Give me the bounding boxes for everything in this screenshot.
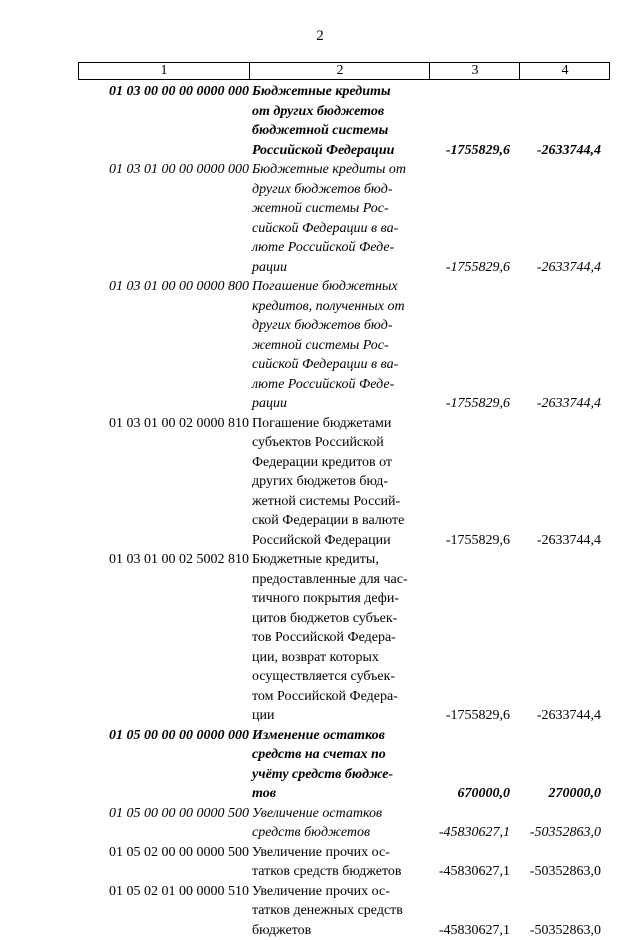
- description-line: осуществляется субъек-: [252, 667, 430, 687]
- description-line: том Российской Федера-: [252, 687, 430, 707]
- budget-code: 01 05 00 00 00 0000 500: [79, 804, 249, 824]
- amount-column-3: -1755829,6: [410, 258, 510, 278]
- description-line: Увеличение остатков: [252, 804, 430, 824]
- description-line: предоставленные для час-: [252, 570, 430, 590]
- row-description: [252, 550, 430, 726]
- row-description: [252, 882, 430, 940]
- description-line: других бюджетов бюд-: [252, 180, 430, 200]
- amount-column-3: -45830627,1: [410, 823, 510, 843]
- table-row: [0, 277, 640, 414]
- description-line: Увеличение прочих ос-: [252, 843, 430, 863]
- description-line: люте Российской Феде-: [252, 375, 430, 395]
- column-header-4: 4: [519, 63, 610, 79]
- description-line: ции: [252, 706, 430, 726]
- amount-column-4: -2633744,4: [500, 706, 601, 726]
- description-line: от других бюджетов: [252, 102, 430, 122]
- description-line: тичного покрытия дефи-: [252, 589, 430, 609]
- description-line: люте Российской Феде-: [252, 238, 430, 258]
- row-description: [252, 804, 430, 843]
- amount-column-3: -1755829,6: [410, 394, 510, 414]
- description-line: других бюджетов бюд-: [252, 316, 430, 336]
- description-line: ции, возврат которых: [252, 648, 430, 668]
- description-line: жетной системы Россий-: [252, 492, 430, 512]
- table-row: [0, 804, 640, 843]
- description-line: бюджетов: [252, 921, 430, 940]
- description-line: сийской Федерации в ва-: [252, 219, 430, 239]
- table-header: [78, 62, 610, 80]
- description-line: других бюджетов бюд-: [252, 472, 430, 492]
- description-line: Изменение остатков: [252, 726, 430, 746]
- budget-code: 01 05 02 00 00 0000 500: [79, 843, 249, 863]
- amount-column-3: -1755829,6: [410, 141, 510, 161]
- table-row: [0, 726, 640, 804]
- description-line: татков средств бюджетов: [252, 862, 430, 882]
- column-header-2: 2: [249, 63, 430, 79]
- description-line: рации: [252, 258, 430, 278]
- amount-column-3: 670000,0: [410, 784, 510, 804]
- description-line: Бюджетные кредиты от: [252, 160, 430, 180]
- table-row: [0, 414, 640, 551]
- description-line: жетной системы Рос-: [252, 199, 430, 219]
- budget-code: 01 03 01 00 02 0000 810: [79, 414, 249, 434]
- amount-column-3: -45830627,1: [410, 921, 510, 940]
- amount-column-4: -50352863,0: [500, 862, 601, 882]
- amount-column-4: -2633744,4: [500, 258, 601, 278]
- description-line: Российской Федерации: [252, 531, 430, 551]
- page-number: 2: [0, 28, 640, 45]
- table-row: [0, 882, 640, 940]
- description-line: средств бюджетов: [252, 823, 430, 843]
- amount-column-3: -45830627,1: [410, 862, 510, 882]
- amount-column-4: -2633744,4: [500, 394, 601, 414]
- budget-code: 01 03 01 00 02 5002 810: [79, 550, 249, 570]
- table-row: [0, 82, 640, 160]
- description-line: Бюджетные кредиты,: [252, 550, 430, 570]
- description-line: кредитов, полученных от: [252, 297, 430, 317]
- budget-code: 01 03 01 00 00 0000 000: [79, 160, 249, 180]
- description-line: татков денежных средств: [252, 901, 430, 921]
- description-line: сийской Федерации в ва-: [252, 355, 430, 375]
- description-line: бюджетной системы: [252, 121, 430, 141]
- description-line: субъектов Российской: [252, 433, 430, 453]
- table-row: [0, 550, 640, 726]
- amount-column-3: -1755829,6: [410, 531, 510, 551]
- description-line: тов: [252, 784, 430, 804]
- amount-column-4: 270000,0: [500, 784, 601, 804]
- row-description: [252, 160, 430, 277]
- table-row: [0, 160, 640, 277]
- description-line: Федерации кредитов от: [252, 453, 430, 473]
- description-line: жетной системы Рос-: [252, 336, 430, 356]
- row-description: [252, 843, 430, 882]
- row-description: [252, 414, 430, 551]
- description-line: Российской Федерации: [252, 141, 430, 161]
- amount-column-4: -2633744,4: [500, 141, 601, 161]
- budget-code: 01 03 01 00 00 0000 800: [79, 277, 249, 297]
- description-line: Погашение бюджетами: [252, 414, 430, 434]
- column-header-3: 3: [429, 63, 520, 79]
- row-description: [252, 82, 430, 160]
- description-line: рации: [252, 394, 430, 414]
- table-row: [0, 843, 640, 882]
- description-line: Увеличение прочих ос-: [252, 882, 430, 902]
- row-description: [252, 277, 430, 414]
- amount-column-4: -50352863,0: [500, 921, 601, 940]
- description-line: Погашение бюджетных: [252, 277, 430, 297]
- description-line: тов Российской Федера-: [252, 628, 430, 648]
- row-description: [252, 726, 430, 804]
- description-line: учёту средств бюдже-: [252, 765, 430, 785]
- column-header-1: 1: [79, 63, 249, 79]
- budget-code: 01 05 00 00 00 0000 000: [79, 726, 249, 746]
- description-line: ской Федерации в валюте: [252, 511, 430, 531]
- amount-column-3: -1755829,6: [410, 706, 510, 726]
- budget-code: 01 05 02 01 00 0000 510: [79, 882, 249, 902]
- description-line: средств на счетах по: [252, 745, 430, 765]
- amount-column-4: -50352863,0: [500, 823, 601, 843]
- amount-column-4: -2633744,4: [500, 531, 601, 551]
- description-line: цитов бюджетов субъек-: [252, 609, 430, 629]
- table-body: [0, 82, 640, 940]
- budget-code: 01 03 00 00 00 0000 000: [79, 82, 249, 102]
- description-line: Бюджетные кредиты: [252, 82, 430, 102]
